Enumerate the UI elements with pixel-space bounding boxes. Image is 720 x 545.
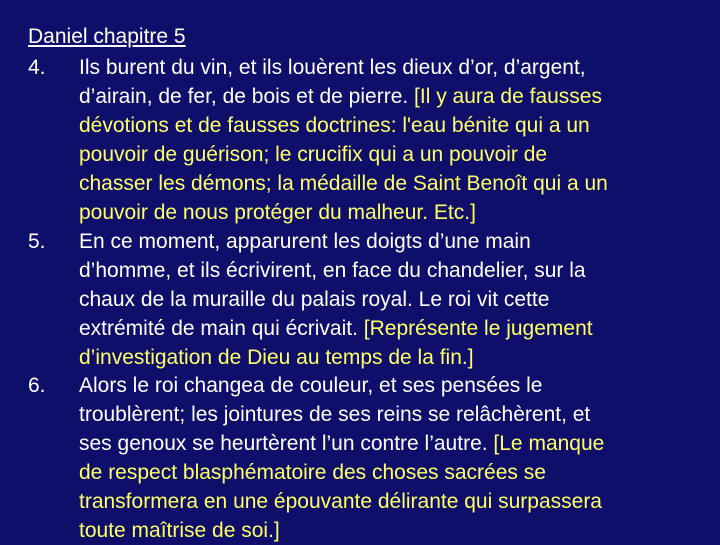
commentary-text: [Représente le jugement: [363, 317, 593, 340]
verse-6: [28, 371, 698, 545]
verse-line: [79, 458, 698, 487]
verse-line: [79, 371, 698, 400]
scripture-text: En ce moment, apparurent les doigts d’une main: [79, 230, 531, 253]
commentary-text: pouvoir de nous protéger du malheur. Etc.]: [79, 201, 476, 224]
verse-number: 6.: [28, 374, 46, 397]
scripture-text: d’homme, et ils écrivirent, en face du chandelier, sur la: [79, 259, 586, 282]
verse-text: [79, 53, 698, 227]
scripture-text: extrémité de main qui écrivait.: [79, 317, 364, 340]
commentary-text: dévotions et de fausses doctrines: l'eau bénite qui a un: [79, 114, 590, 137]
commentary-text: [Le manque: [493, 432, 605, 455]
commentary-text: d’investigation de Dieu au temps de la fin.]: [79, 346, 474, 369]
commentary-text: chasser les démons; la médaille de Saint Benoît qui a un: [79, 172, 608, 195]
scripture-text: troublèrent; les jointures de ses reins se relâchèrent, et: [79, 403, 591, 426]
scripture-text: Alors le roi changea de couleur, et ses pensées le: [79, 374, 543, 397]
slide-title: Daniel chapitre 5: [28, 25, 186, 48]
verse-line: [79, 140, 698, 169]
verse-line: [79, 227, 698, 256]
verse-4: [28, 53, 698, 227]
commentary-text: de respect blasphématoire des choses sacrées se: [79, 461, 546, 484]
verse-5: [28, 227, 698, 372]
scripture-text: chaux de la muraille du palais royal. Le roi vit cette: [79, 288, 550, 311]
verse-line: [79, 429, 698, 458]
verse-text: [79, 227, 698, 372]
verse-line: [79, 516, 698, 545]
verse-text: [79, 371, 698, 545]
verse-number: 4.: [28, 56, 46, 79]
verse-number: 5.: [28, 230, 46, 253]
verse-line: [79, 111, 698, 140]
verse-line: [79, 285, 698, 314]
verse-line: [79, 53, 698, 82]
verse-line: [79, 169, 698, 198]
verse-line: [79, 198, 698, 227]
verse-line: [79, 256, 698, 285]
commentary-text: pouvoir de guérison; le crucifix qui a un pouvoir de: [79, 143, 548, 166]
verse-line: [79, 400, 698, 429]
commentary-text: [Il y aura de fausses: [414, 85, 602, 108]
commentary-text: toute maîtrise de soi.]: [79, 519, 280, 542]
commentary-text: transformera en une épouvante délirante qui surpassera: [79, 490, 602, 513]
verse-line: [79, 314, 698, 343]
verse-line: [79, 487, 698, 516]
verse-line: [79, 82, 698, 111]
verse-line: [79, 343, 698, 372]
scripture-text: ses genoux se heurtèrent l’un contre l’autre.: [79, 432, 494, 455]
scripture-text: d’airain, de fer, de bois et de pierre.: [79, 85, 415, 108]
scripture-text: Ils burent du vin, et ils louèrent les dieux d’or, d’argent,: [79, 56, 586, 79]
